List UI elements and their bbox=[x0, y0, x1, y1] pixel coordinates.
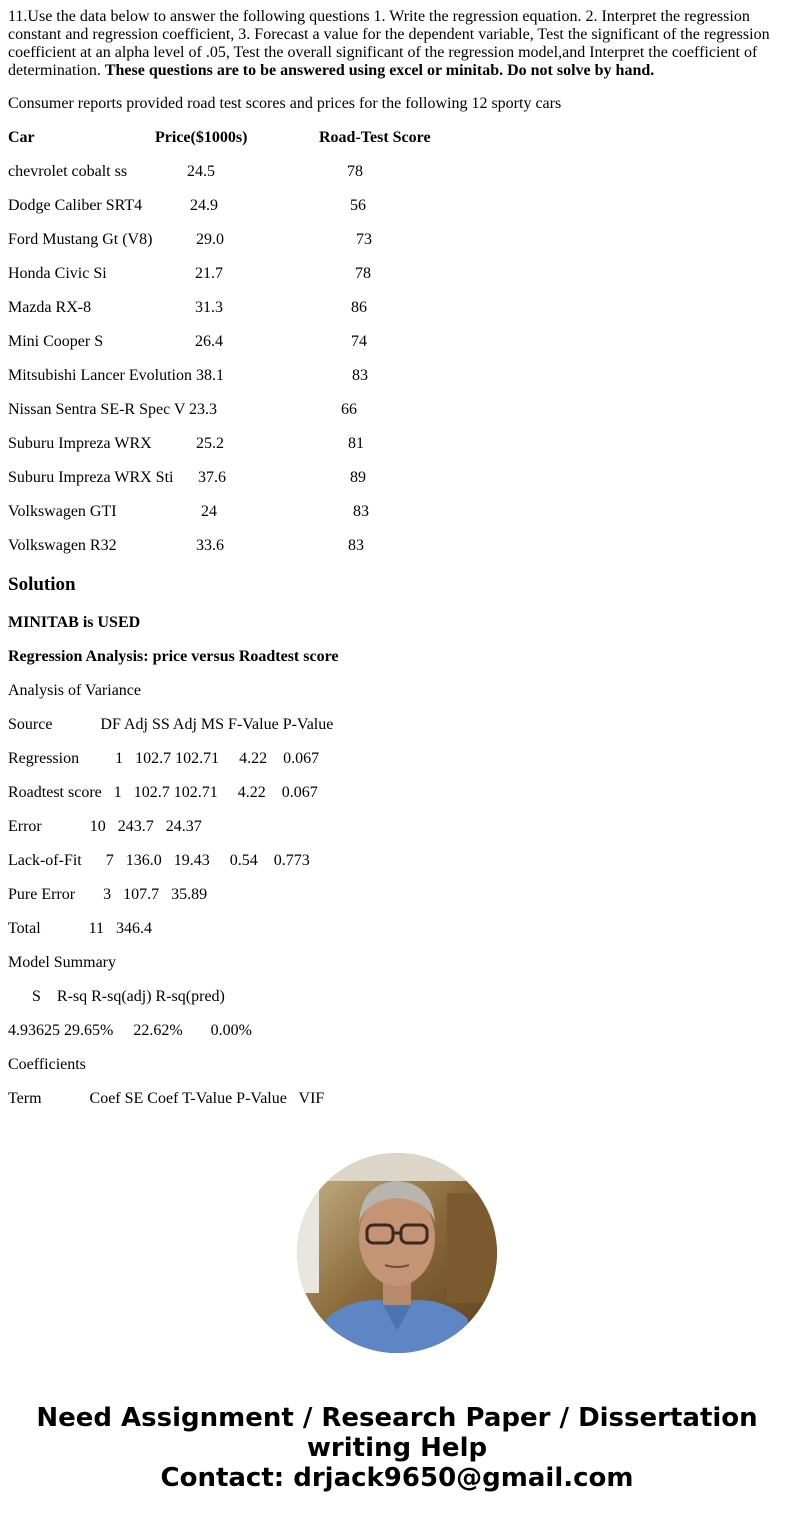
table-cell-car: Ford Mustang Gt (V8) bbox=[8, 231, 153, 248]
table-cell-price: 24.9 bbox=[190, 197, 218, 214]
table-cell-price: 38.1 bbox=[196, 367, 224, 384]
minitab-note: MINITAB is USED bbox=[8, 614, 141, 631]
table-cell-car: Volkswagen R32 bbox=[8, 537, 117, 554]
table-cell-price: 26.4 bbox=[195, 333, 223, 350]
header-car: Car bbox=[8, 129, 35, 146]
table-cell-car: Dodge Caliber SRT4 bbox=[8, 197, 143, 214]
promo-line-1: Need Assignment / Research Paper / Dissertation bbox=[36, 1403, 758, 1433]
table-cell-price: 37.6 bbox=[198, 469, 226, 486]
coefficients-header: Term Coef SE Coef T-Value P-Value VIF bbox=[8, 1090, 325, 1107]
anova-header: Source DF Adj SS Adj MS F-Value P-Value bbox=[8, 716, 334, 733]
table-cell-price: 25.2 bbox=[196, 435, 224, 452]
question-plain: 11.Use the data below to answer the following questions 1. Write the regression equation. 2. Interpret the regression constant and regression coefficient, 3. Forecast a value for the dependent variable, Test the significant of the regression coefficient at an alpha level of .05, Test the overall significant of the regression model,and Interpret the coefficient of determination. bbox=[8, 8, 770, 79]
question-text bbox=[8, 8, 786, 80]
table-cell-score: 66 bbox=[341, 401, 357, 418]
promo-line-2: writing Help bbox=[306, 1433, 488, 1463]
table-cell-car: Honda Civic Si bbox=[8, 265, 107, 282]
model-summary-title: Model Summary bbox=[8, 954, 116, 971]
table-cell-car: Suburu Impreza WRX bbox=[8, 435, 152, 452]
anova-row: Error 10 243.7 24.37 bbox=[8, 818, 202, 835]
table-cell-car: chevrolet cobalt ss bbox=[8, 163, 128, 180]
table-cell-price: 33.6 bbox=[196, 537, 224, 554]
anova-row: Roadtest score 1 102.7 102.71 4.22 0.067 bbox=[8, 784, 318, 801]
anova-row: Regression 1 102.7 102.71 4.22 0.067 bbox=[8, 750, 320, 767]
table-cell-price: 23.3 bbox=[189, 401, 217, 418]
table-cell-car: Mitsubishi Lancer Evolution bbox=[8, 367, 192, 384]
regression-title: Regression Analysis: price versus Roadtest score bbox=[8, 648, 339, 665]
tutor-portrait-icon bbox=[297, 1153, 497, 1353]
table-cell-score: 78 bbox=[355, 265, 371, 282]
table-cell-price: 24.5 bbox=[187, 163, 215, 180]
table-cell-score: 86 bbox=[351, 299, 367, 316]
table-cell-score: 83 bbox=[353, 503, 369, 520]
model-summary-header: S R-sq R-sq(adj) R-sq(pred) bbox=[8, 988, 225, 1005]
anova-row: Lack-of-Fit 7 136.0 19.43 0.54 0.773 bbox=[8, 852, 310, 869]
solution-heading: Solution bbox=[8, 574, 76, 595]
table-cell-score: 56 bbox=[350, 197, 366, 214]
table-cell-score: 74 bbox=[351, 333, 367, 350]
tutor-avatar bbox=[297, 1153, 497, 1353]
coefficients-title: Coefficients bbox=[8, 1056, 86, 1073]
header-score: Road-Test Score bbox=[319, 129, 431, 146]
table-cell-score: 73 bbox=[356, 231, 372, 248]
table-cell-score: 89 bbox=[350, 469, 366, 486]
table-cell-price: 31.3 bbox=[195, 299, 223, 316]
anova-title: Analysis of Variance bbox=[8, 682, 141, 699]
promo-banner bbox=[0, 1403, 794, 1493]
table-cell-price: 29.0 bbox=[196, 231, 224, 248]
anova-row: Pure Error 3 107.7 35.89 bbox=[8, 886, 208, 903]
table-cell-score: 81 bbox=[348, 435, 364, 452]
anova-row: Total 11 346.4 bbox=[8, 920, 153, 937]
promo-contact: Contact: drjack9650@gmail.com bbox=[160, 1463, 634, 1493]
table-cell-price: 21.7 bbox=[195, 265, 223, 282]
model-summary-values: 4.93625 29.65% 22.62% 0.00% bbox=[8, 1022, 252, 1039]
table-cell-car: Nissan Sentra SE-R Spec V bbox=[8, 401, 186, 418]
table-cell-price: 24 bbox=[201, 503, 217, 520]
table-cell-car: Mazda RX-8 bbox=[8, 299, 92, 316]
question-instruction: These questions are to be answered using excel or minitab. Do not solve by hand. bbox=[104, 62, 655, 79]
document-body bbox=[8, 0, 786, 1107]
header-price: Price($1000s) bbox=[155, 129, 248, 146]
table-cell-score: 83 bbox=[348, 537, 364, 554]
table-cell-car: Mini Cooper S bbox=[8, 333, 104, 350]
table-cell-car: Volkswagen GTI bbox=[8, 503, 117, 520]
table-cell-car: Suburu Impreza WRX Sti bbox=[8, 469, 174, 486]
table-cell-score: 78 bbox=[347, 163, 363, 180]
intro-text: Consumer reports provided road test scores and prices for the following 12 sporty cars bbox=[8, 95, 562, 112]
table-cell-score: 83 bbox=[352, 367, 368, 384]
